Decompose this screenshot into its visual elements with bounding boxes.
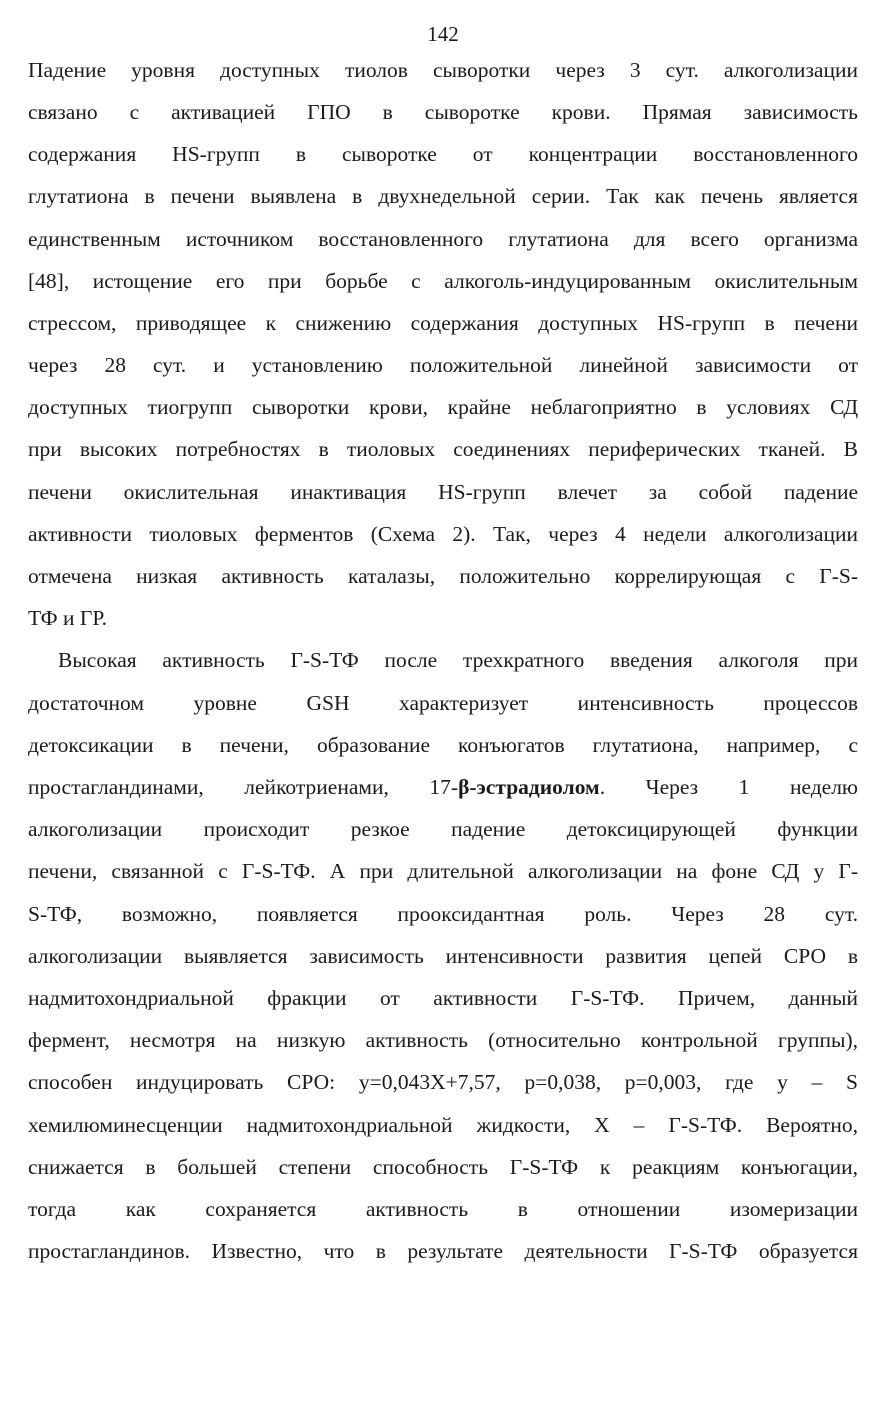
text-line: ТФ и ГР. [28, 606, 107, 630]
text-line [28, 772, 858, 802]
text-line: тогда как сохраняется активность в отношении изомеризации [28, 1197, 858, 1221]
text-line: стрессом, приводящее к снижению содержания доступных HS-групп в печени [28, 311, 858, 335]
text-line: активности тиоловых ферментов (Схема 2). Так, через 4 недели алкоголизации [28, 522, 858, 546]
text-segment: простагландинами, лейкотриенами, 17- [28, 775, 459, 799]
text-line: простагландинов. Известно, что в результате деятельности Г-S-ТФ образуется [28, 1239, 858, 1263]
text-line: S-ТФ, возможно, появляется прооксидантная роль. Через 28 сут. [28, 902, 858, 926]
text-line: способен индуцировать СРО: y=0,043X+7,57, p=0,038, p=0,003, где y – S [28, 1070, 858, 1094]
text-line: алкоголизации происходит резкое падение детоксицирующей функции [28, 817, 858, 841]
text-line: глутатиона в печени выявлена в двухнедельной серии. Так как печень является [28, 184, 858, 208]
text-line: [48], истощение его при борьбе с алкоголь-индуцированным окислительным [28, 269, 858, 293]
text-line: при высоких потребностях в тиоловых соединениях периферических тканей. В [28, 437, 858, 461]
text-line: фермент, несмотря на низкую активность (относительно контрольной группы), [28, 1028, 858, 1052]
text-line: через 28 сут. и установлению положительной линейной зависимости от [28, 353, 858, 377]
text-line: содержания HS-групп в сыворотке от концентрации восстановленного [28, 142, 858, 166]
text-line: единственным источником восстановленного глутатиона для всего организма [28, 227, 858, 251]
text-line: связано с активацией ГПО в сыворотке крови. Прямая зависимость [28, 100, 858, 124]
bold-term: β-эстрадиолом [458, 775, 600, 799]
text-line: доступных тиогрупп сыворотки крови, крайне неблагоприятно в условиях СД [28, 395, 858, 419]
text-line: Падение уровня доступных тиолов сыворотки через 3 сут. алкоголизации [28, 58, 858, 82]
text-line: достаточном уровне GSH характеризует интенсивность процессов [28, 691, 858, 715]
page-number: 142 [427, 22, 459, 46]
text-line: отмечена низкая активность каталазы, положительно коррелирующая с Г-S- [28, 564, 858, 588]
text-segment: . Через 1 неделю [599, 775, 858, 799]
text-line: снижается в большей степени способность Г-S-ТФ к реакциям конъюгации, [28, 1155, 858, 1179]
text-line: надмитохондриальной фракции от активности Г-S-ТФ. Причем, данный [28, 986, 858, 1010]
text-line: хемилюминесценции надмитохондриальной жидкости, X – Г-S-ТФ. Вероятно, [28, 1113, 858, 1137]
text-line: печени окислительная инактивация HS-групп влечет за собой падение [28, 480, 858, 504]
text-line: детоксикации в печени, образование конъюгатов глутатиона, например, с [28, 733, 858, 757]
text-line: алкоголизации выявляется зависимость интенсивности развития цепей СРО в [28, 944, 858, 968]
text-line: печени, связанной с Г-S-ТФ. А при длительной алкоголизации на фоне СД у Г- [28, 859, 858, 883]
text-line: Высокая активность Г-S-ТФ после трехкратного введения алкоголя при [58, 648, 858, 672]
